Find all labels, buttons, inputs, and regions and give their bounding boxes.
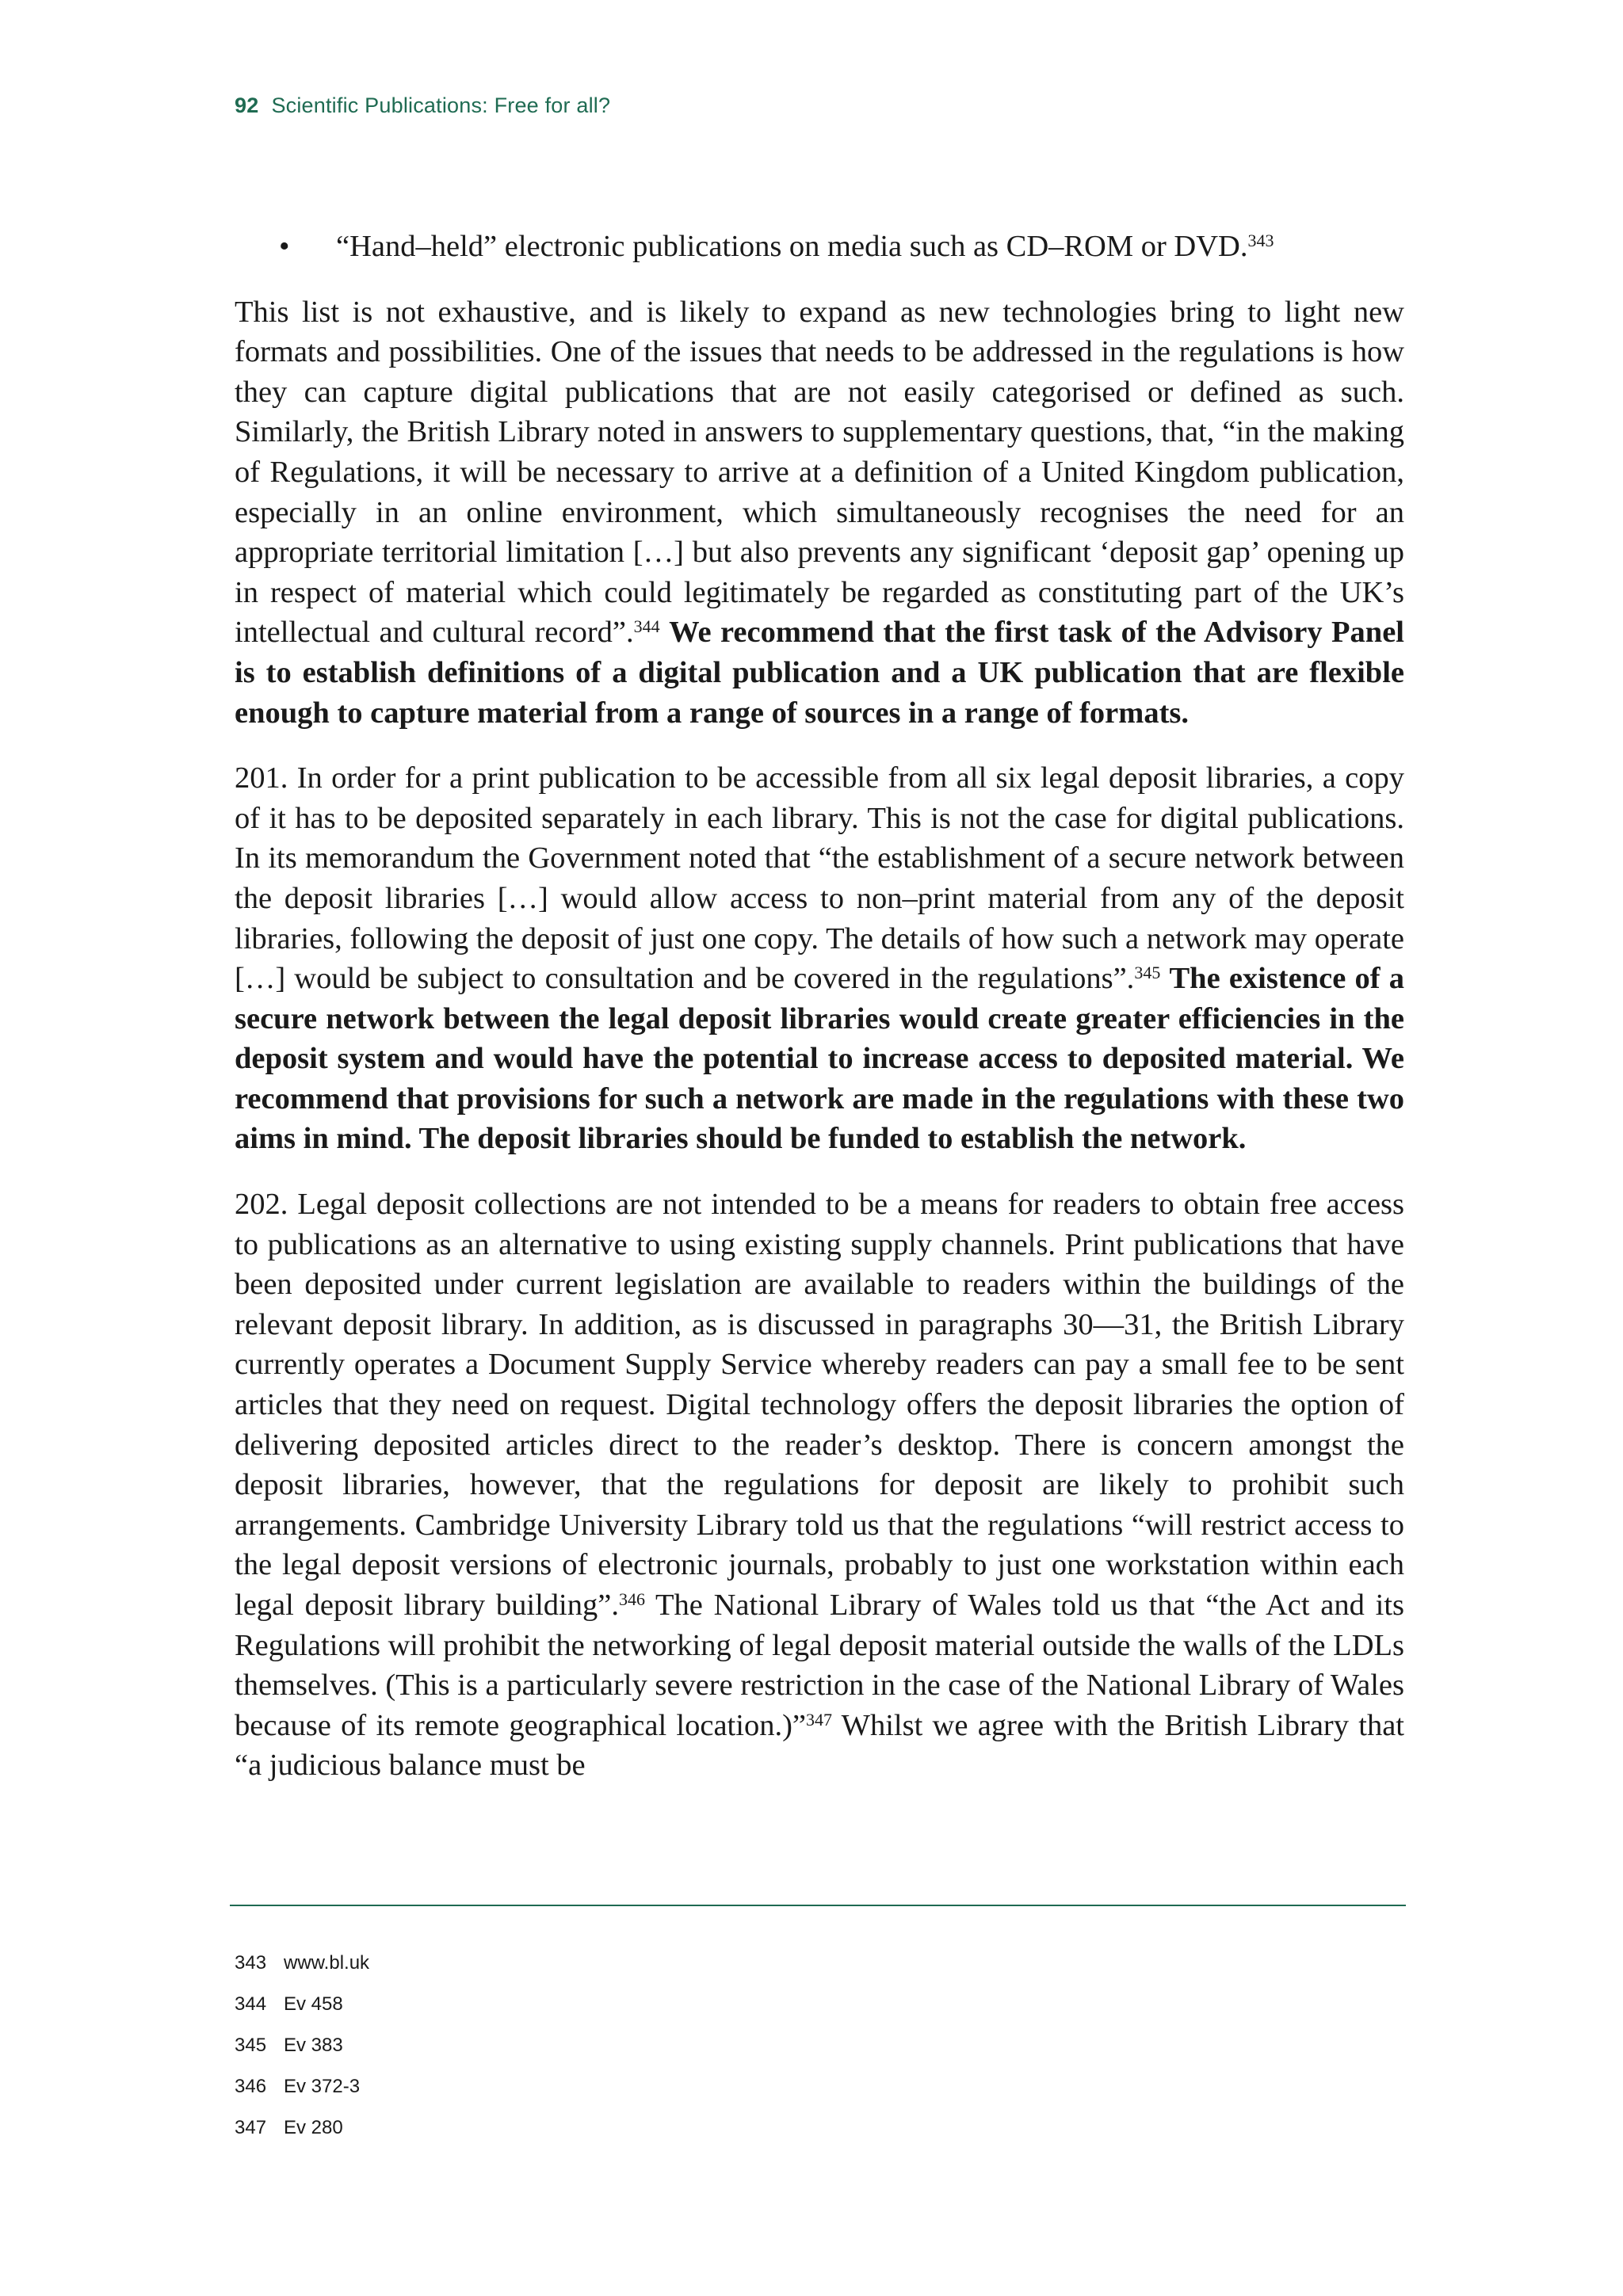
footnote-number: 344 <box>235 1993 267 2015</box>
recommendation-bold: We recommend that the first task of the Advisory Panel is to establish definitions of a digital publication and a UK publication that are flexible enough to capture material from a range of sources in a range of formats. <box>235 616 1404 730</box>
footnotes <box>235 1943 369 2149</box>
footnote-ref-343[interactable]: 343 <box>1247 230 1274 250</box>
paragraph-text: This list is not exhaustive, and is likely to expand as new technologies bring to light new formats and possibilities. One of the issues that needs to be addressed in the regulations is how they can capture digital publications that are not easily categorised or defined as such. Similarly, the British Library noted in answers to supplementary questions, that, “in the making of Regulations, it will be necessary to arrive at a definition of a United Kingdom publication, especially in an online environment, which simultaneously recognises the need for an appropriate territorial limitation […] but also prevents any significant ‘deposit gap’ opening up in respect of material which could legitimately be regarded as constituting part of the UK’s intellectual and cultural record”. <box>235 295 1404 650</box>
footnote-number: 343 <box>235 1952 267 1974</box>
running-header <box>235 93 610 118</box>
footnote-343 <box>235 1943 369 1984</box>
paragraph-text: Whilst we agree with the British Library that “a judicious balance must be <box>235 1708 1405 1783</box>
paragraph-201 <box>235 758 1404 1159</box>
footnote-divider <box>230 1905 1406 1906</box>
footnote-text: Ev 458 <box>284 1993 343 2015</box>
footnote-text: Ev 383 <box>284 2035 343 2056</box>
footnote-text: Ev 372-3 <box>284 2076 361 2097</box>
footnote-346 <box>235 2066 369 2107</box>
paragraph-continuation <box>235 292 1404 734</box>
footnote-text: www.bl.uk <box>284 1952 370 1974</box>
paragraph-202 <box>235 1184 1404 1786</box>
body-text <box>235 227 1404 1811</box>
footnote-number: 345 <box>235 2035 267 2056</box>
footnote-347 <box>235 2107 369 2149</box>
footnote-345 <box>235 2025 369 2066</box>
footnote-ref-345[interactable]: 345 <box>1134 963 1161 982</box>
footnote-ref-347[interactable]: 347 <box>806 1709 832 1730</box>
paragraph-number: 201. <box>235 761 288 795</box>
paragraph-number: 202. <box>235 1188 288 1222</box>
footnote-344 <box>235 1984 369 2025</box>
running-title: Scientific Publications: Free for all? <box>271 93 611 117</box>
paragraph-text: In order for a print publication to be accessible from all six legal deposit libraries, a copy of it has to be deposited separately in each library. This is not the case for digital publications. In its memorandum the Government noted that “the establishment of a secure network between the deposit libraries […] would allow access to non–print material from any of the deposit libraries, following the deposit of just one copy. The details of how such a network may operate […] would be subject to consultation and be covered in the regulations”. <box>235 761 1404 996</box>
footnote-number: 347 <box>235 2117 267 2138</box>
footnote-text: Ev 280 <box>284 2117 343 2138</box>
footnote-ref-344[interactable]: 344 <box>633 616 660 637</box>
page-number: 92 <box>235 93 259 117</box>
footnote-number: 346 <box>235 2076 267 2097</box>
paragraph-text: The National Library of Wales told us that “the Act and its Regulations will prohibit the networking of legal deposit material outside the walls of the LDLs themselves. (This is a particularly severe restriction in the case of the National Library of Wales because of its remote geographical location.)” <box>235 1589 1404 1742</box>
recommendation-bold: The existence of a secure network between the legal deposit libraries would create greater efficiencies in the deposit system and would have the potential to increase access to deposited material. We recommend that provisions for such a network are made in the regulations with these two aims in mind. The deposit libraries should be funded to establish the network. <box>235 962 1405 1156</box>
paragraph-text: Legal deposit collections are not intended to be a means for readers to obtain free access to publications as an alternative to using existing supply channels. Print publications that have been deposited under current legislation are available to readers within the buildings of the relevant deposit library. In addition, as is discussed in paragraphs 30—31, the British Library currently operates a Document Supply Service whereby readers can pay a small fee to be sent articles that they need on request. Digital technology offers the deposit libraries the option of delivering deposited articles direct to the reader’s desktop. There is concern amongst the deposit libraries, however, that the regulations for deposit are likely to prohibit such arrangements. Cambridge University Library told us that the regulations “will restrict access to the legal deposit versions of electronic journals, probably to just one workstation within each legal deposit library building”. <box>235 1188 1404 1622</box>
bullet-text: “Hand–held” electronic publications on media such as CD–ROM or DVD. <box>336 230 1248 263</box>
footnote-ref-346[interactable]: 346 <box>618 1589 645 1609</box>
bullet-item <box>235 227 1404 267</box>
bullet-icon: • <box>279 230 290 263</box>
